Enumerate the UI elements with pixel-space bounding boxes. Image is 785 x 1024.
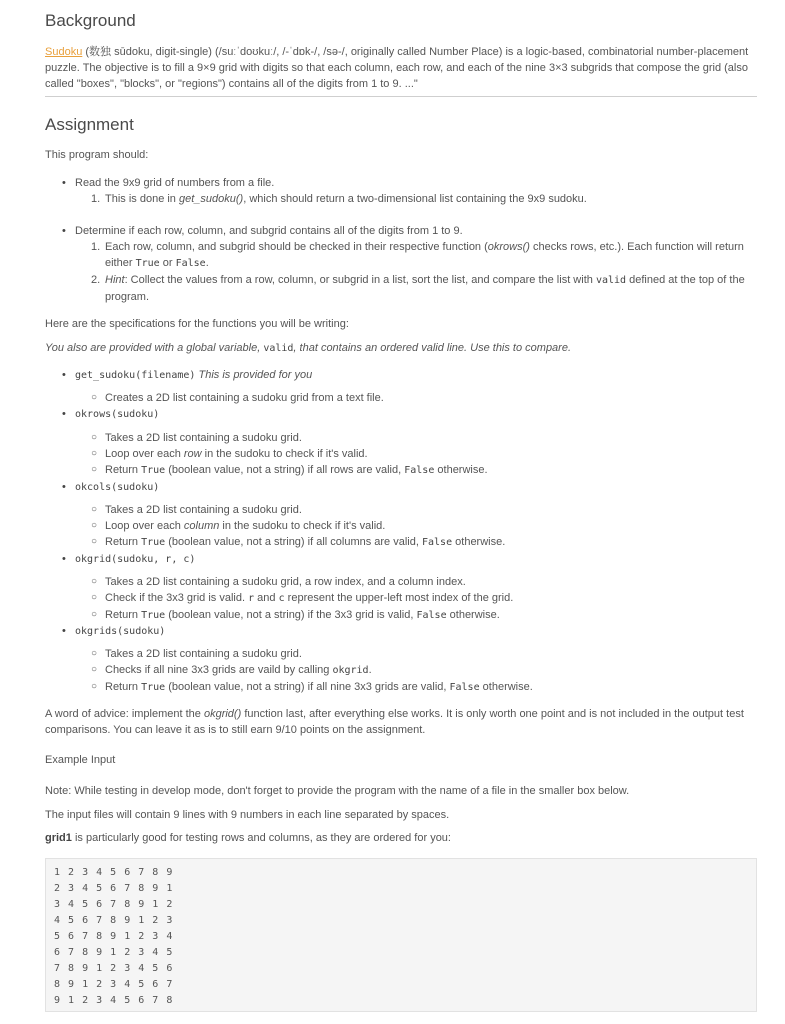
code-line: 7 8 9 1 2 3 4 5 6 — [54, 963, 174, 974]
section-divider — [45, 96, 757, 97]
function-list — [45, 406, 757, 423]
list-item: ○ Takes a 2D list containing a sudoku grid. — [91, 504, 302, 516]
function-list — [45, 367, 757, 384]
list-item: • Read the 9x9 grid of numbers from a file. — [62, 177, 275, 189]
numbered-list — [45, 191, 757, 207]
code-line: 2 3 4 5 6 7 8 9 1 — [54, 883, 174, 894]
list-item: ○ Check if the 3x3 grid is valid. r and c represent the upper-left most index of the grid. — [91, 592, 514, 604]
list-item: ○ Takes a 2D list containing a sudoku grid. — [91, 648, 302, 660]
function-signature: okrows(sudoku) — [75, 409, 160, 420]
sudoku-link[interactable]: Sudoku — [45, 46, 83, 58]
code-line: 1 2 3 4 5 6 7 8 9 — [54, 867, 174, 878]
example-heading: Example Input — [45, 754, 116, 766]
list-item: ○ Checks if all nine 3x3 grids are vaild by calling okgrid. — [91, 664, 372, 676]
list-item: ○ Return True (boolean value, not a string) if the 3x3 grid is valid, False otherwise. — [91, 609, 500, 621]
code-line: 3 4 5 6 7 8 9 1 2 — [54, 899, 174, 910]
function-list — [45, 479, 757, 496]
code-line: 4 5 6 7 8 9 1 2 3 — [54, 915, 174, 926]
function-signature: get_sudoku(filename) — [75, 370, 196, 381]
code-line: 8 9 1 2 3 4 5 6 7 — [54, 979, 174, 990]
function-item: • okcols(sudoku) — [62, 481, 160, 493]
grid1-note: grid1 is particularly good for testing rows and columns, as they are ordered for you: — [45, 832, 451, 844]
code-line: 5 6 7 8 9 1 2 3 4 — [54, 931, 174, 942]
list-item-text: Read the 9x9 grid of numbers from a file. — [75, 177, 275, 189]
list-item-text: Determine if each row, column, and subgrid contains all of the digits from 1 to 9. — [75, 225, 463, 237]
function-item: • okrows(sudoku) — [62, 408, 160, 420]
function-item: • get_sudoku(filename) This is provided for you — [62, 369, 313, 381]
function-details — [45, 430, 757, 479]
function-name: get_sudoku() — [178, 193, 244, 205]
specs-intro: Here are the specifications for the functions you will be writing: — [45, 318, 349, 330]
code-line: 6 7 8 9 1 2 3 4 5 — [54, 947, 174, 958]
assignment-intro: This program should: — [45, 149, 149, 161]
function-signature: okgrid(sudoku, r, c) — [75, 554, 196, 565]
function-item: • okgrids(sudoku) — [62, 625, 166, 637]
example-input-code-block — [45, 858, 757, 1012]
background-paragraph — [45, 44, 757, 92]
advice-paragraph: A word of advice: implement the okgrid() function last, after everything else works. It is only worth one point and is not included in the output test comparisons. You can leave it as is to still earn 9/10 points on the assignment. — [45, 708, 744, 736]
function-signature: okcols(sudoku) — [75, 482, 160, 493]
background-heading: Background — [45, 11, 136, 30]
list-item: ○ Loop over each row in the sudoku to check if it's valid. — [91, 448, 368, 460]
requirements-list — [45, 175, 757, 191]
list-item: ○ Creates a 2D list containing a sudoku grid from a text file. — [91, 392, 384, 404]
list-item: ○ Return True (boolean value, not a string) if all nine 3x3 grids are valid, False otherwise. — [91, 681, 533, 693]
list-item: 1. Each row, column, and subgrid should be checked in their respective function (okrows() checks rows, etc.). Each function will return either True or False. — [91, 241, 744, 269]
input-files-note: The input files will contain 9 lines with 9 numbers in each line separated by spaces. — [45, 809, 450, 821]
list-item: • Determine if each row, column, and subgrid contains all of the digits from 1 to 9. — [62, 225, 463, 237]
background-text: (数独 sūdoku, digit-single) (/suːˈdoʊkuː/, /-ˈdɒk-/, /sə-/, originally called Number Place) is a logic-based, combinatorial number-placement puzzle. The objective is to fill a 9×9 grid with digits so that each column, each row, and each of the nine 3×3 subgrids that compose the grid (also called "boxes", "blocks", or "regions") contains all of the digits from 1 to 9. ..." — [45, 46, 749, 90]
numbered-list — [45, 239, 757, 305]
function-details — [45, 574, 757, 624]
function-details — [45, 502, 757, 551]
list-item: ○ Return True (boolean value, not a string) if all columns are valid, False otherwise. — [91, 536, 506, 548]
list-item: ○ Loop over each column in the sudoku to check if it's valid. — [91, 520, 386, 532]
list-item: ○ Takes a 2D list containing a sudoku grid. — [91, 432, 302, 444]
list-item: 2. Hint: Collect the values from a row, column, or subgrid in a list, sort the list, and compare the list with valid defined at the top of the program. — [91, 274, 745, 303]
function-details — [45, 390, 757, 406]
global-note: You also are provided with a global variable, valid, that contains an ordered valid line. Use this to compare. — [45, 342, 572, 354]
code-line: 9 1 2 3 4 5 6 7 8 — [54, 995, 174, 1006]
function-list — [45, 551, 757, 568]
function-item: • okgrid(sudoku, r, c) — [62, 553, 196, 565]
list-item: ○ Return True (boolean value, not a string) if all rows are valid, False otherwise. — [91, 464, 488, 476]
list-item: 1. This is done in get_sudoku(), which should return a two-dimensional list containing the 9x9 sudoku. — [91, 193, 587, 205]
function-signature: okgrids(sudoku) — [75, 626, 166, 637]
assignment-heading: Assignment — [45, 115, 134, 134]
function-details — [45, 646, 757, 696]
function-list — [45, 623, 757, 640]
develop-note: Note: While testing in develop mode, don't forget to provide the program with the name of a file in the smaller box below. — [45, 785, 630, 797]
list-item: ○ Takes a 2D list containing a sudoku grid, a row index, and a column index. — [91, 576, 466, 588]
requirements-list — [45, 223, 757, 239]
